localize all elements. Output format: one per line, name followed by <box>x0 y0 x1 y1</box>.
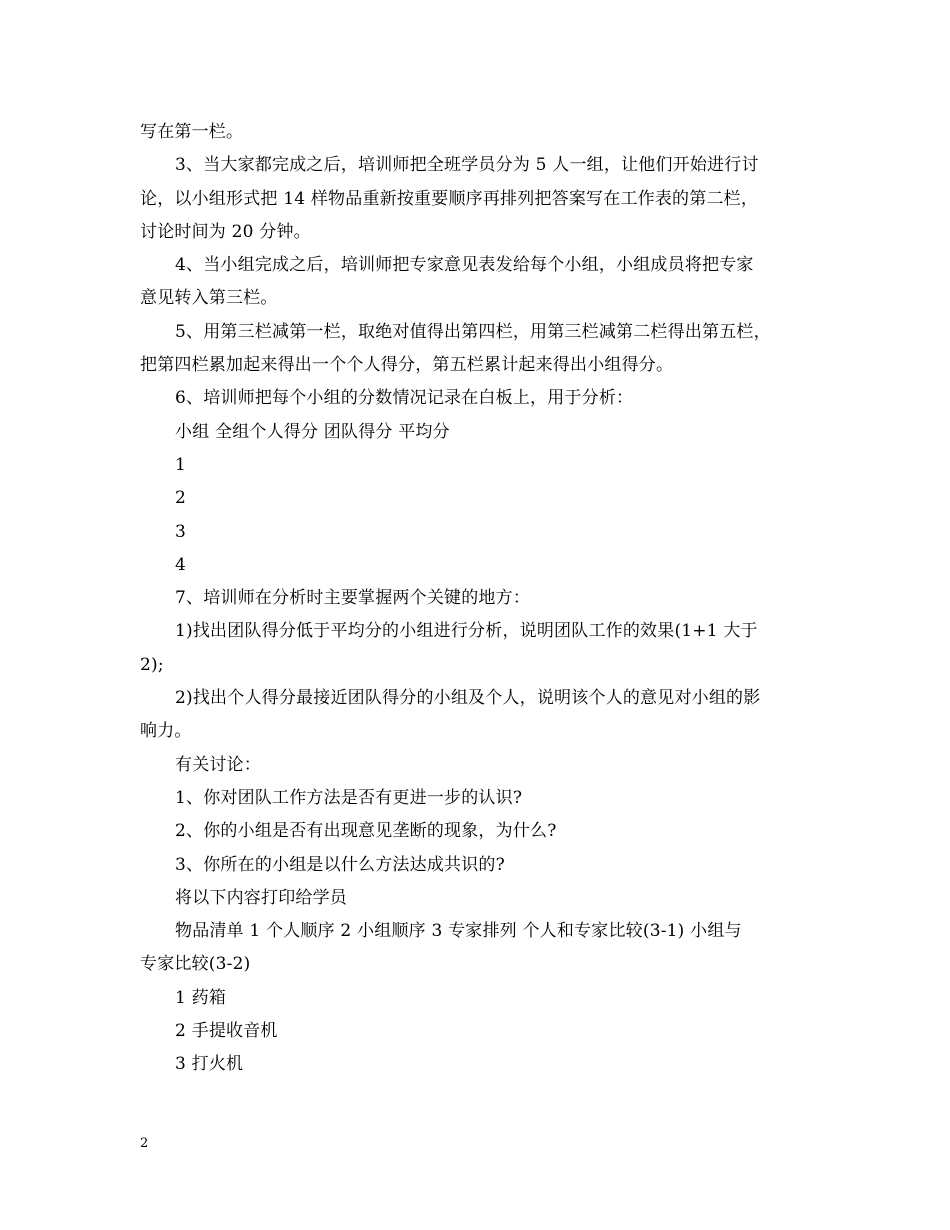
paragraph-line: 讨论时间为 20 分钟。 <box>140 221 311 242</box>
question-line: 2、你的小组是否有出现意见垄断的现象，为什么? <box>175 821 557 842</box>
paragraph-line: 意见转入第三栏。 <box>140 288 278 309</box>
paragraph-line: 3、当大家都完成之后，培训师把全班学员分为 5 人一组，让他们开始进行讨 <box>175 155 759 176</box>
table-header-line: 专家比较(3-2) <box>140 954 251 975</box>
section-heading: 有关讨论： <box>175 754 261 775</box>
paragraph-line: 4、当小组完成之后，培训师把专家意见表发给每个小组，小组成员将把专家 <box>175 255 754 276</box>
question-line: 3、你所在的小组是以什么方法达成共识的? <box>175 854 505 875</box>
paragraph-line: 2)找出个人得分最接近团队得分的小组及个人，说明该个人的意见对小组的影 <box>175 688 761 709</box>
table-row-line: 2 <box>175 488 187 509</box>
question-line: 1、你对团队工作方法是否有更进一步的认识? <box>175 787 523 808</box>
paragraph-line: 写在第一栏。 <box>140 122 244 142</box>
table-row-line: 1 <box>175 454 187 475</box>
paragraph-line: 论，以小组形式把 14 样物品重新按重要顺序再排列把答案写在工作表的第二栏， <box>140 188 759 209</box>
paragraph-line: 把第四栏累加起来得出一个个人得分，第五栏累计起来得出小组得分。 <box>140 355 674 376</box>
list-item: 1 药箱 <box>175 987 227 1008</box>
list-item: 2 手提收音机 <box>175 1021 278 1042</box>
table-row-line: 4 <box>175 554 187 575</box>
page-number: 2 <box>140 1136 149 1151</box>
paragraph-line: 2); <box>140 654 164 675</box>
document-body <box>140 116 820 1082</box>
table-header-line: 小组 全组个人得分 团队得分 平均分 <box>175 421 450 442</box>
list-item: 3 打火机 <box>175 1054 244 1075</box>
table-row-line: 3 <box>175 521 187 542</box>
paragraph-line: 7、培训师在分析时主要掌握两个关键的地方： <box>175 588 531 609</box>
paragraph-line: 将以下内容打印给学员 <box>175 887 347 908</box>
paragraph-line: 响力。 <box>140 721 192 742</box>
paragraph-line: 5、用第三栏减第一栏，取绝对值得出第四栏，用第三栏减第二栏得出第五栏， <box>175 321 771 342</box>
paragraph-line: 6、培训师把每个小组的分数情况记录在白板上，用于分析： <box>175 388 634 409</box>
paragraph-line: 1)找出团队得分低于平均分的小组进行分析，说明团队工作的效果(1+1 大于 <box>175 621 758 642</box>
table-header-line: 物品清单 1 个人顺序 2 小组顺序 3 专家排列 个人和专家比较(3-1) 小组与 <box>175 921 742 942</box>
